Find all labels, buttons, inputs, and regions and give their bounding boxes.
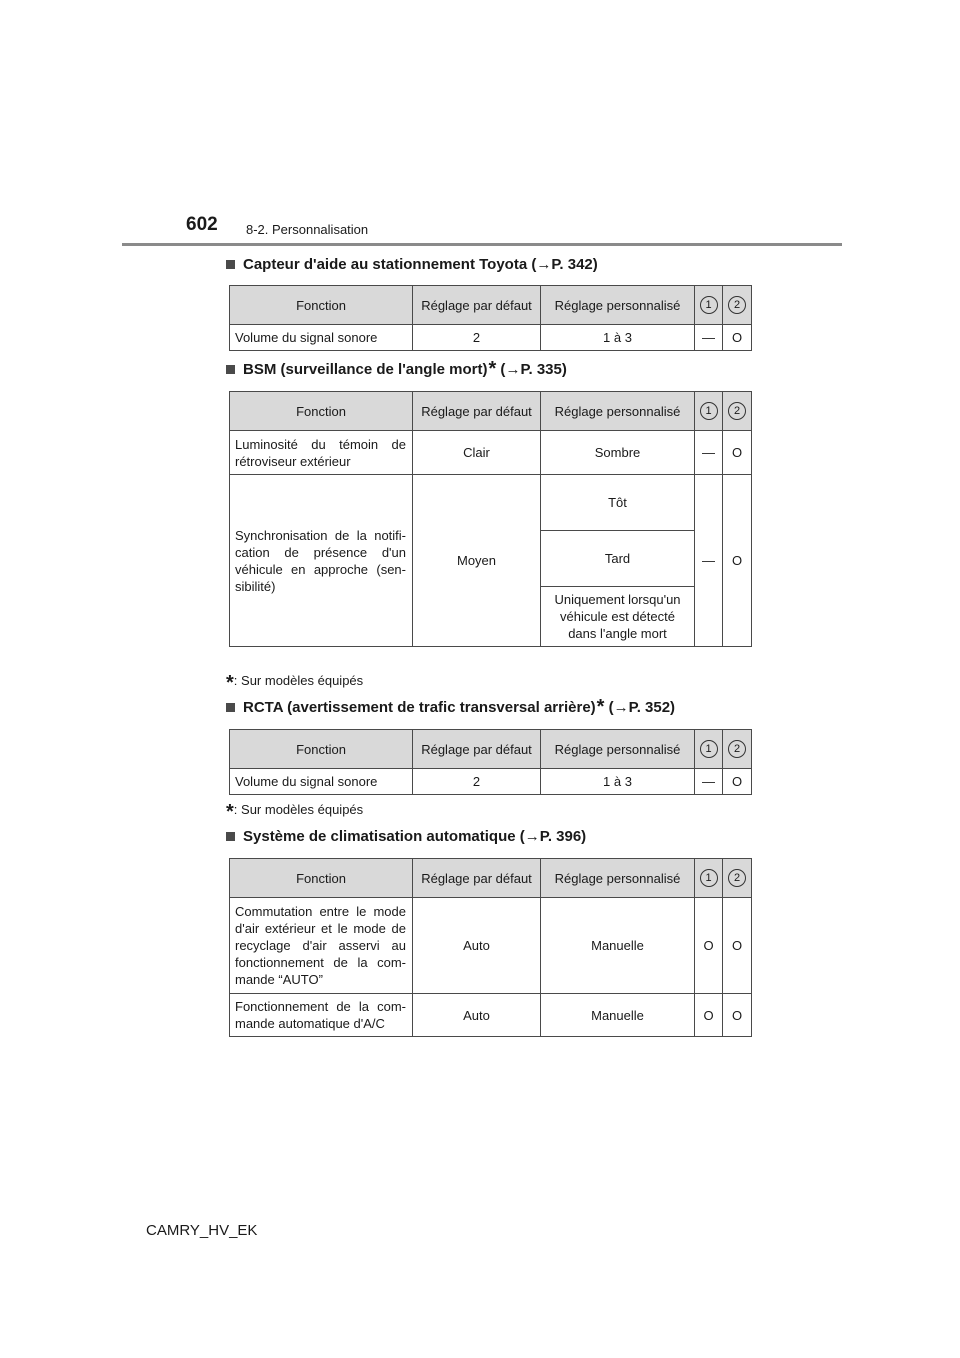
- square-bullet-icon: [226, 260, 235, 269]
- heading-text: Capteur d'aide au stationnement Toyota (: [243, 256, 537, 273]
- table-rcta: [229, 729, 752, 795]
- circled-2-icon: 2: [728, 296, 746, 314]
- col-perso: Réglage personnalisé: [541, 286, 695, 325]
- cell-defaut: Auto: [413, 994, 541, 1037]
- page-ref: P. 335): [520, 361, 567, 378]
- cell-c1: —: [695, 769, 723, 795]
- cell-c2: O: [723, 769, 752, 795]
- col-1: [695, 392, 723, 431]
- table-climatisation: [229, 858, 752, 1037]
- cell-perso-option: Uniquement lorsqu'un véhicule est détecté dans l'angle mort: [541, 587, 695, 647]
- cell-defaut: 2: [413, 325, 541, 351]
- cell-c1: O: [695, 898, 723, 994]
- cell-defaut: Clair: [413, 431, 541, 475]
- circled-1-icon: 1: [700, 296, 718, 314]
- circled-1-icon: 1: [700, 402, 718, 420]
- col-fonction: Fonction: [230, 859, 413, 898]
- cell-defaut: Auto: [413, 898, 541, 994]
- cell-fonction: Synchronisation de la notifi-cation de présence d'un véhicule en approche (sen-sibilité): [230, 475, 413, 647]
- cell-defaut: 2: [413, 769, 541, 795]
- cell-fonction: Luminosité du témoin de rétroviseur extérieur: [230, 431, 413, 475]
- page-ref: P. 342): [551, 256, 598, 273]
- arrow-icon: →: [524, 828, 540, 845]
- circled-1-icon: 1: [700, 869, 718, 887]
- col-1: [695, 730, 723, 769]
- cell-fonction: Commutation entre le mode d'air extérieur et le mode de recyclage d'air asservi au fonctionnement de la com-mande “AUTO”: [230, 898, 413, 994]
- table-row: [230, 898, 752, 994]
- table-row: [230, 475, 752, 531]
- footnote: [226, 801, 363, 824]
- cell-c1: —: [695, 431, 723, 475]
- circled-2-icon: 2: [728, 740, 746, 758]
- cell-perso-option: Tard: [541, 531, 695, 587]
- circled-1-icon: 1: [700, 740, 718, 758]
- col-fonction: Fonction: [230, 730, 413, 769]
- heading-bsm: BSM (surveillance de l'angle mort) * ( → P. 335): [226, 361, 567, 378]
- cell-c2: O: [723, 325, 752, 351]
- col-2: [723, 286, 752, 325]
- col-2: [723, 392, 752, 431]
- cell-c1: O: [695, 994, 723, 1037]
- col-defaut: Réglage par défaut: [413, 286, 541, 325]
- col-1: [695, 286, 723, 325]
- heading-rcta: RCTA (avertissement de trafic transversal arrière) * ( → P. 352): [226, 699, 675, 716]
- paren: (: [496, 361, 506, 378]
- cell-fonction: Volume du signal sonore: [230, 325, 413, 351]
- col-2: [723, 859, 752, 898]
- col-perso: Réglage personnalisé: [541, 392, 695, 431]
- footnote: [226, 672, 363, 695]
- heading-climatisation: [226, 828, 586, 845]
- table-header-row: [230, 730, 752, 769]
- asterisk-icon: *: [226, 801, 234, 823]
- col-fonction: Fonction: [230, 286, 413, 325]
- footnote-text: : Sur modèles équipés: [233, 802, 364, 817]
- col-defaut: Réglage par défaut: [413, 859, 541, 898]
- table-row: [230, 769, 752, 795]
- col-1: [695, 859, 723, 898]
- cell-perso: Manuelle: [541, 994, 695, 1037]
- paren: (: [604, 699, 614, 716]
- model-code: CAMRY_HV_EK: [146, 1222, 258, 1239]
- heading-text: Système de climatisation automatique (: [243, 828, 525, 845]
- cell-perso: Sombre: [541, 431, 695, 475]
- cell-c2: O: [723, 475, 752, 647]
- page-ref: P. 396): [539, 828, 587, 845]
- cell-defaut: Moyen: [413, 475, 541, 647]
- heading-parking-sensor: [226, 256, 598, 273]
- cell-fonction: Volume du signal sonore: [230, 769, 413, 795]
- cell-c2: O: [723, 431, 752, 475]
- table-row: [230, 431, 752, 475]
- col-fonction: Fonction: [230, 392, 413, 431]
- table-header-row: [230, 392, 752, 431]
- cell-fonction: Fonctionnement de la com-mande automatique d'A/C: [230, 994, 413, 1037]
- header-rule: [122, 243, 842, 246]
- col-defaut: Réglage par défaut: [413, 392, 541, 431]
- heading-text: BSM (surveillance de l'angle mort): [243, 361, 488, 378]
- cell-perso: 1 à 3: [541, 325, 695, 351]
- col-defaut: Réglage par défaut: [413, 730, 541, 769]
- square-bullet-icon: [226, 703, 235, 712]
- cell-c1: —: [695, 325, 723, 351]
- cell-perso: Manuelle: [541, 898, 695, 994]
- col-perso: Réglage personnalisé: [541, 730, 695, 769]
- heading-text: RCTA (avertissement de trafic transversal arrière): [243, 699, 596, 716]
- col-perso: Réglage personnalisé: [541, 859, 695, 898]
- cell-perso: 1 à 3: [541, 769, 695, 795]
- col-2: [723, 730, 752, 769]
- table-header-row: [230, 859, 752, 898]
- section-title: 8-2. Personnalisation: [246, 222, 369, 237]
- asterisk-icon: *: [226, 672, 234, 694]
- page-ref: P. 352): [628, 699, 676, 716]
- cell-perso-option: Tôt: [541, 475, 695, 531]
- arrow-icon: →: [613, 699, 629, 716]
- table-bsm: [229, 391, 752, 647]
- arrow-icon: →: [536, 256, 552, 273]
- table-parking-sensor: [229, 285, 752, 351]
- cell-c2: O: [723, 994, 752, 1037]
- square-bullet-icon: [226, 832, 235, 841]
- cell-c2: O: [723, 898, 752, 994]
- table-row: [230, 325, 752, 351]
- table-row: [230, 994, 752, 1037]
- cell-c1: —: [695, 475, 723, 647]
- page-number: 602: [186, 214, 218, 235]
- footnote-text: : Sur modèles équipés: [233, 673, 364, 688]
- circled-2-icon: 2: [728, 869, 746, 887]
- square-bullet-icon: [226, 365, 235, 374]
- circled-2-icon: 2: [728, 402, 746, 420]
- table-header-row: [230, 286, 752, 325]
- arrow-icon: →: [505, 361, 521, 378]
